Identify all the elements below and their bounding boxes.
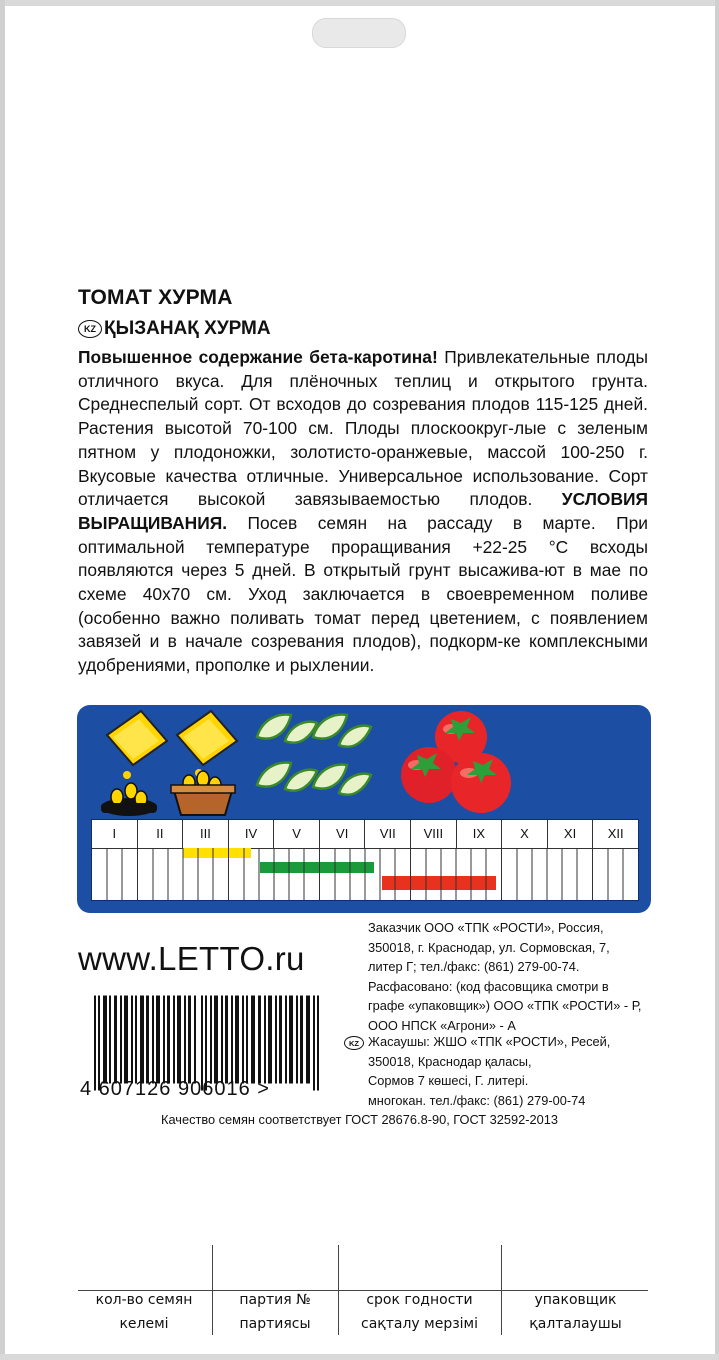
month-label: I [92,820,138,848]
kz-badge: KZ [344,1036,364,1050]
harvest-period-bar [382,876,496,890]
month-label: IX [457,820,503,848]
manufacturer-info-kz [368,1032,610,1110]
description-text-1: Привлекательные плоды отличного вкуса. Для плёночных теплиц и открытого грунта. Среднеспелый сорт. От всходов до созревания плодов 115-125 дней. Растения высотой 70-100 см. Плоды плоскоокруг-лые с зеленым пятном у плодоножки, золотисто-оранжевые, массой 100-250 г. Вкусовые качества отличные. Универсальное использование. Сорт отличается высокой завязываемостью плодов. [78,347,649,510]
description-text-2: Посев семян на рассаду в марте. При оптимальной температуре проращивания +22-25 °С всходы появляются через 5 дней. В открытый грунт высажива-ют в мае по схеме 40х70 см. Уход заключается в своевременном поливе (особенно важно поливать томат перед цветением, с появлением завязей и в начале созревания плодов), подкорм-ке комплексными удобрениями, прополке и рыхлении. [78,512,648,676]
growing-calendar-panel [77,705,651,913]
growing-conditions-heading: УСЛОВИЯ ВЫРАЩИВАНИЯ. [78,489,648,533]
month-label: II [138,820,184,848]
month-label: V [274,820,320,848]
info-line: ООО НПСК «Агрони» - А [368,1017,516,1033]
calendar-months [92,820,638,849]
sowing-period-bar [183,848,251,858]
seed-count-label-kz: келемі [119,1316,169,1332]
manufacturer-info-ru [368,918,641,1035]
month-label: IV [229,820,275,848]
planting-period-bar [260,862,374,873]
field-baseline [78,1290,648,1291]
sowing-calendar [91,819,639,901]
month-label: VII [365,820,411,848]
website-url: www.LETTO.ru [78,940,305,977]
packer-label: упаковщик [534,1292,617,1308]
seed-packet-icon [177,711,237,777]
info-line: 350018, Краснодар қаласы, [368,1053,532,1069]
expiry-date-label-kz: сақталу мерзімі [361,1316,478,1332]
info-line: Сормов 7 көшесі, Г. литері. [368,1073,529,1088]
product-description [78,346,648,678]
month-label: XI [548,820,594,848]
kz-product-title: ҚЫЗАНАҚ ХУРМА [104,318,271,339]
growing-stages-illustration [77,705,651,820]
batch-number-label-kz: партиясы [239,1316,311,1332]
info-line: графе «упаковщик») ООО «ТПК «РОСТИ» - Р, [368,998,642,1013]
info-line: литер Г; тел./факс: (861) 279-00-74. [368,959,580,974]
kz-title-row [78,318,271,340]
seed-pot-icon [171,771,235,815]
kz-badge: KZ [78,320,102,338]
description-lead: Повышенное содержание бета-каротина! [78,347,438,367]
package-right-edge [715,0,719,1360]
tomatoes-icon [401,711,511,813]
seed-packet-icon [107,711,167,779]
package-bottom-edge [0,1354,719,1360]
package-top-edge [0,0,719,6]
month-label: XII [607,826,624,841]
month-label: VI [320,820,366,848]
hang-hole [312,18,406,48]
expiry-date-label: срок годности [366,1292,473,1308]
info-line: многокан. тел./факс: (861) 279-00-74 [368,1092,586,1108]
month-label: III [183,820,229,848]
info-line: Расфасовано: (код фасовщика смотри в [368,978,609,994]
product-title: ТОМАТ ХУРМА [78,286,233,309]
info-line: Заказчик ООО «ТПК «РОСТИ», Россия, [368,920,604,935]
calendar-grid [92,848,638,900]
info-line: Жасаушы: ЖШО «ТПК «РОСТИ», Ресей, [368,1034,611,1049]
month-label: X [502,820,548,848]
batch-number-label: партия № [239,1292,311,1308]
barcode-number: 4 607126 906016 > [80,1078,270,1100]
package-left-edge [0,0,5,1360]
seedling-icon [257,715,371,795]
info-line: 350018, г. Краснодар, ул. Сормовская, 7, [368,939,610,955]
seed-count-label: кол-во семян [95,1292,193,1308]
gost-quality-note: Качество семян соответствует ГОСТ 28676.8-90, ГОСТ 32592-2013 [161,1112,558,1127]
month-label: VIII [411,820,457,848]
seeds-in-soil-icon [101,783,157,816]
packer-label-kz: қалталаушы [529,1316,622,1332]
